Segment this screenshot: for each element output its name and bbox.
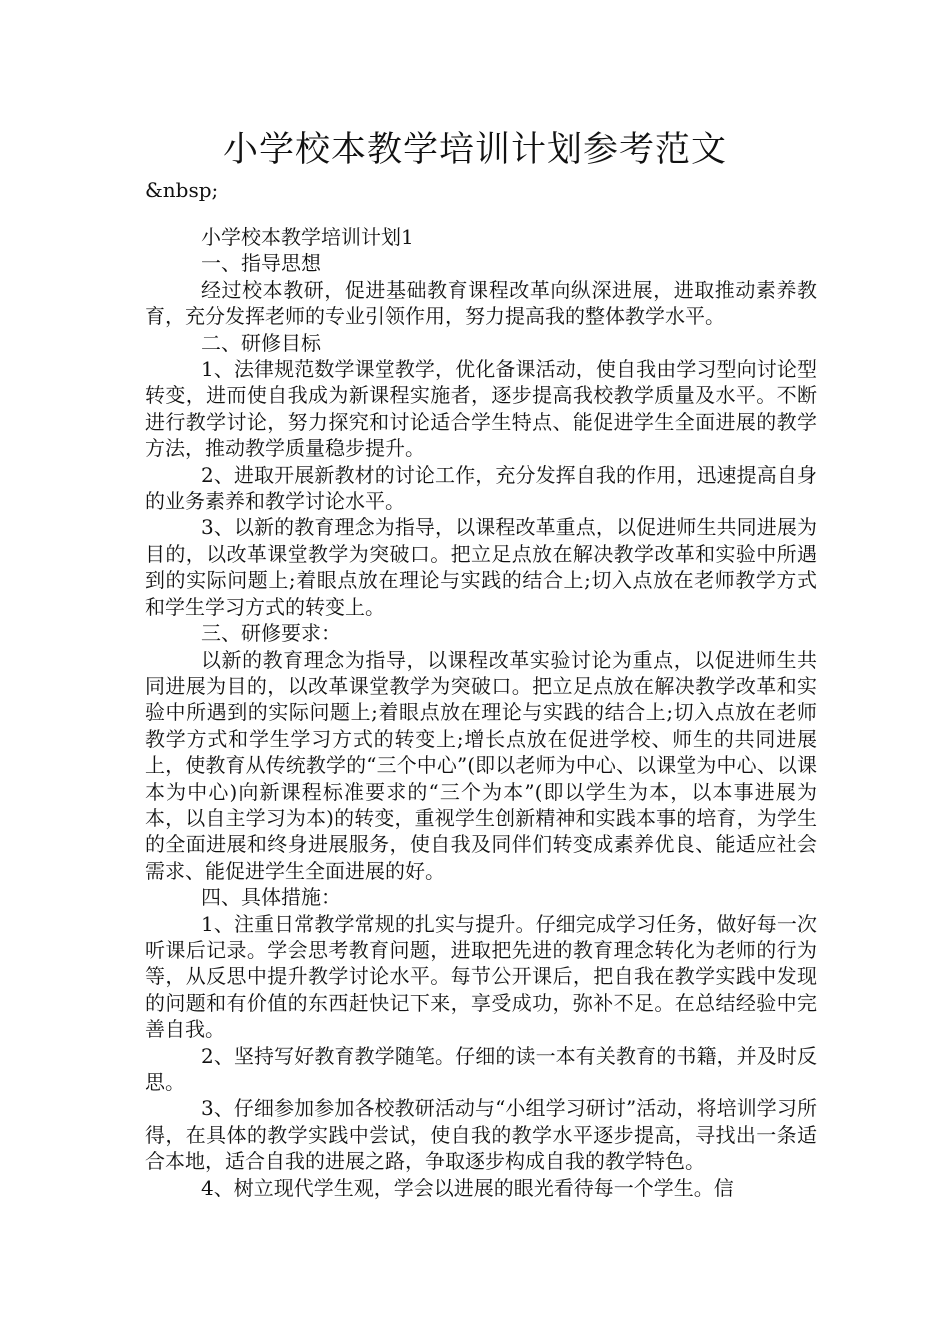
- paragraph: 4、树立现代学生观，学会以进展的眼光看待每一个学生。信: [201, 1175, 734, 1200]
- paragraph-heading-2: 二、研修目标: [201, 330, 321, 355]
- paragraph: 经过校本教研，促进基础教育课程改革向纵深进展，进取推动素养教育，充分发挥老师的专业引领作用，努力提高我的整体教学水平。: [145, 277, 817, 329]
- paragraph: 1、注重日常教学常规的扎实与提升。仔细完成学习任务，做好每一次听课后记录。学会思考教育问题，进取把先进的教育理念转化为老师的行为等，从反思中提升教学讨论水平。每节公开课后，把自我在教学实践中发现的问题和有价值的东西赶快记下来，享受成功，弥补不足。在总结经验中完善自我。: [145, 911, 817, 1042]
- paragraph: 3、仔细参加参加各校教研活动与“小组学习研讨”活动，将培训学习所得，在具体的教学实践中尝试，使自我的教学水平逐步提高，寻找出一条适合本地，适合自我的进展之路，争取逐步构成自我的教学特色。: [145, 1096, 817, 1174]
- paragraph-heading-1: 一、指导思想: [201, 251, 321, 276]
- document-body: [145, 224, 817, 1201]
- paragraph: 2、坚持写好教育教学随笔。仔细的读一本有关教育的书籍，并及时反思。: [145, 1043, 817, 1094]
- paragraph: 2、进取开展新教材的讨论工作，充分发挥自我的作用，迅速提高自身的业务素养和教学讨论水平。: [145, 462, 817, 514]
- paragraph-subtitle: 小学校本教学培训计划1: [201, 225, 414, 249]
- paragraph-heading-4: 四、具体措施：: [201, 885, 341, 910]
- paragraph-heading-3: 三、研修要求：: [201, 621, 341, 646]
- nbsp-artifact-text: &nbsp;: [145, 178, 219, 202]
- paragraph: 以新的教育理念为指导，以课程改革实验讨论为重点，以促进师生共同进展为目的，以改革课堂教学为突破口。把立足点放在解决教学改革和实验中所遇到的实际问题上;着眼点放在理论与实践的结合上;切入点放在老师教学方式和学生学习方式的转变上;增长点放在促进学校、师生的共同进展上，使教育从传统教学的“三个中心”(即以老师为中心、以课堂为中心、以课本为中心)向新课程标准要求的“三个为本”(即以学生为本，以本事进展为本，以自主学习为本)的转变，重视学生创新精神和实践本事的培育，为学生的全面进展和终身进展服务，使自我及同伴们转变成素养优良、能适应社会需求、能促进学生全面进展的好。: [145, 647, 817, 883]
- paragraph: 1、法律规范数学课堂教学，优化备课活动，使自我由学习型向讨论型转变，进而使自我成为新课程实施者，逐步提高我校教学质量及水平。不断进行教学讨论，努力探究和讨论适合学生特点、能促进学生全面进展的教学方法，推动教学质量稳步提升。: [145, 357, 817, 461]
- document-title: 小学校本教学培训计划参考范文: [222, 130, 727, 170]
- paragraph: 3、以新的教育理念为指导，以课程改革重点，以促进师生共同进展为目的，以改革课堂教学为突破口。把立足点放在解决教学改革和实验中所遇到的实际问题上;着眼点放在理论与实践的结合上;切入点放在老师教学方式和学生学习方式的转变上。: [145, 515, 817, 619]
